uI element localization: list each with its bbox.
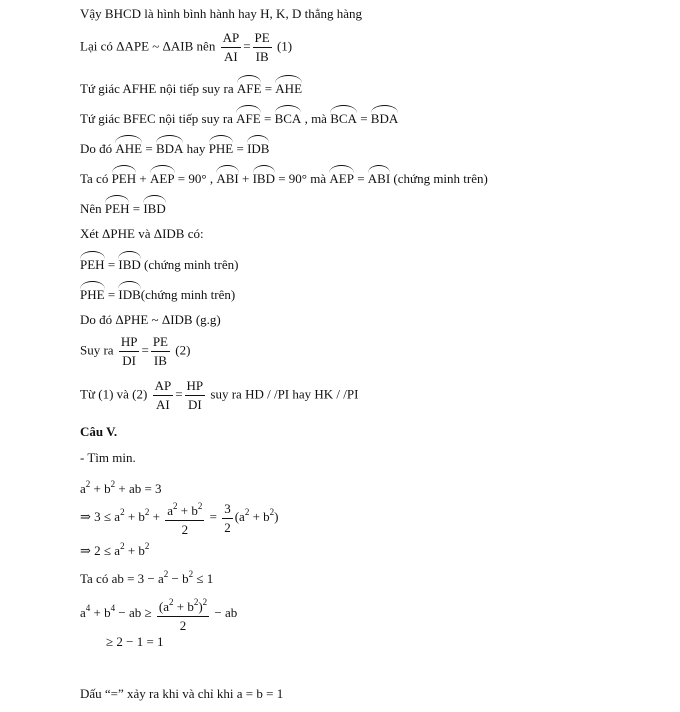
fraction (151, 334, 170, 369)
arc-angle: ABI (368, 168, 390, 187)
text-line (80, 108, 398, 127)
exponent: 2 (193, 597, 199, 607)
equation-label: (1) (276, 38, 293, 54)
line-text: (chứng minh trên) (144, 257, 239, 272)
line-text: Lại có ΔAPE ~ ΔAIB nên (80, 38, 216, 54)
equals-sign: = (132, 201, 141, 216)
text-line (80, 138, 269, 157)
equals-sign: = (360, 111, 368, 126)
arc-angle: IBD (143, 198, 165, 217)
arc-angle: IBD (118, 254, 140, 273)
math-text: Ta có ab = 3 − a (80, 571, 164, 586)
line-text: Từ (1) và (2) (80, 386, 148, 402)
math-text: + b (180, 503, 198, 518)
denominator: 2 (224, 519, 231, 535)
equals-sign: = (243, 38, 251, 54)
arc-angle: BDA (371, 108, 398, 127)
text-line (80, 284, 235, 303)
arc-angle: IBD (253, 168, 275, 187)
exponent: 2 (110, 479, 116, 489)
fraction (119, 334, 140, 369)
fraction (153, 378, 174, 413)
line-text: Suy ra (80, 342, 114, 358)
fraction (165, 498, 204, 538)
fraction (222, 501, 233, 536)
arc-angle: PEH (112, 168, 137, 187)
arc-angle: AHE (275, 78, 302, 97)
math-text: a (80, 481, 86, 496)
line-text: Nên (80, 201, 102, 216)
math-text: − b (171, 571, 189, 586)
exponent: 2 (188, 569, 194, 579)
line-text: (chứng minh trên) (140, 287, 236, 302)
line-text: suy ra HD / /PI hay HK / /PI (210, 386, 359, 402)
equals-sign: = (357, 171, 365, 186)
text-line (80, 198, 166, 217)
exponent: 2 (120, 541, 125, 551)
section-heading (80, 424, 117, 440)
arc-angle: IDB (247, 138, 269, 157)
conclusion-line (80, 378, 358, 413)
denominator: DI (188, 397, 202, 412)
numerator (165, 498, 204, 521)
exponent: 4 (85, 602, 91, 613)
equals-sign: = (264, 81, 273, 96)
arc-angle: PHE (209, 138, 234, 157)
similarity-ratio-line (80, 334, 190, 369)
arc-angle: PHE (80, 284, 105, 303)
math-text: ≥ 2 − 1 = 1 (106, 634, 164, 649)
math-text: + b (127, 508, 145, 524)
exponent: 2 (168, 597, 174, 607)
text-line (80, 686, 283, 702)
arc-angle: BDA (156, 138, 183, 157)
line-text: Tứ giác BFEC nội tiếp suy ra (80, 111, 233, 126)
text-line (80, 78, 302, 97)
arc-angle: PEH (105, 198, 130, 217)
denominator: AI (224, 49, 238, 64)
numerator: 3 (222, 501, 233, 519)
line-text: (chứng minh trên) (393, 171, 488, 186)
heading-text: Câu V. (80, 424, 118, 439)
exponent: 2 (197, 501, 203, 511)
line-text: - Tìm min. (80, 450, 136, 465)
math-text: ≤ 1 (196, 571, 214, 586)
equation-line (106, 634, 164, 650)
denominator: IB (255, 49, 269, 64)
similarity-ratio-line (80, 30, 292, 65)
line-text: = 90° mà (278, 171, 327, 186)
equals-sign: = (236, 141, 244, 156)
text-line (80, 226, 204, 242)
numerator: PE (151, 334, 170, 352)
equals-sign: = (141, 342, 149, 358)
equals-sign: = (209, 508, 217, 524)
equation-line (80, 498, 279, 538)
math-text: + b (176, 599, 194, 614)
arc-angle: IDB (118, 284, 140, 303)
arc-angle: AFE (236, 108, 261, 127)
math-text: a (80, 604, 86, 620)
math-text: ) (198, 599, 203, 614)
math-text: (a (158, 599, 169, 614)
line-text: , mà (304, 111, 327, 126)
math-text: ⇒ 3 ≤ a (80, 508, 121, 524)
math-text: + b (252, 508, 270, 524)
equation-label: (2) (175, 342, 191, 358)
math-text: + ab = 3 (118, 481, 162, 496)
equals-sign: = (145, 141, 153, 156)
math-text: + b (93, 481, 111, 496)
math-text: − ab ≥ (118, 604, 152, 620)
exponent: 2 (269, 506, 275, 517)
plus-sign: + (139, 171, 147, 186)
line-text: hay (186, 141, 206, 156)
math-text: ⇒ 2 ≤ a (80, 543, 121, 558)
exponent: 2 (120, 506, 125, 517)
denominator: AI (156, 397, 170, 412)
numerator: AP (221, 30, 242, 48)
equation-line (80, 538, 149, 559)
arc-angle: BCA (330, 108, 357, 127)
exponent: 2 (163, 569, 169, 579)
math-text: − ab (214, 604, 238, 620)
numerator: PE (253, 30, 272, 48)
text-line (80, 450, 136, 466)
fraction (221, 30, 242, 65)
line-text: Do đó ΔPHE ~ ΔIDB (g.g) (80, 312, 221, 327)
numerator: AP (153, 378, 174, 396)
equation-line (80, 476, 162, 497)
math-text: + (152, 508, 160, 524)
math-text: (a (234, 508, 245, 524)
numerator (157, 594, 209, 617)
fraction (185, 378, 206, 413)
arc-angle: BCA (275, 108, 302, 127)
exponent: 2 (244, 506, 250, 517)
fraction (157, 594, 209, 634)
equals-sign: = (107, 287, 116, 302)
numerator: HP (119, 334, 140, 352)
exponent: 4 (110, 602, 116, 613)
denominator: 2 (181, 522, 189, 537)
arc-angle: AEP (329, 168, 354, 187)
text-line (80, 254, 238, 273)
denominator: DI (122, 353, 137, 368)
exponent: 2 (202, 597, 208, 607)
equation-line (80, 594, 237, 634)
plus-sign: + (241, 171, 250, 186)
text-line (80, 168, 488, 187)
arc-angle: ABI (216, 168, 238, 187)
exponent: 2 (144, 541, 150, 551)
equals-sign: = (263, 111, 272, 126)
math-text: + b (127, 543, 145, 558)
arc-angle: AHE (115, 138, 142, 157)
line-text: Xét ΔPHE và ΔIDB có: (80, 226, 204, 241)
text-line (80, 312, 221, 328)
line-text: Ta có (80, 171, 109, 186)
equation-line (80, 566, 213, 587)
line-text: Dấu “=” xảy ra khi và chỉ khi a = b = 1 (80, 686, 284, 701)
text-line (80, 6, 362, 22)
numerator: HP (185, 378, 206, 396)
denominator: IB (153, 353, 167, 368)
fraction (253, 30, 272, 65)
arc-angle: PEH (80, 254, 105, 273)
equals-sign: = (107, 257, 116, 272)
exponent: 2 (144, 506, 150, 517)
arc-angle: AEP (150, 168, 175, 187)
arc-angle: AFE (237, 78, 262, 97)
line-text: Do đó (80, 141, 113, 156)
math-text: + b (93, 604, 111, 620)
math-text: a (167, 503, 174, 518)
exponent: 2 (85, 479, 91, 489)
denominator: 2 (179, 618, 187, 633)
exponent: 2 (173, 501, 178, 511)
math-text: ) (274, 508, 279, 524)
equals-sign: = (175, 386, 183, 402)
line-text: = 90° , (177, 171, 214, 186)
line-text: Vậy BHCD là hình bình hành hay H, K, D thẳng hàng (80, 6, 362, 21)
line-text: Tứ giác AFHE nội tiếp suy ra (80, 81, 234, 96)
